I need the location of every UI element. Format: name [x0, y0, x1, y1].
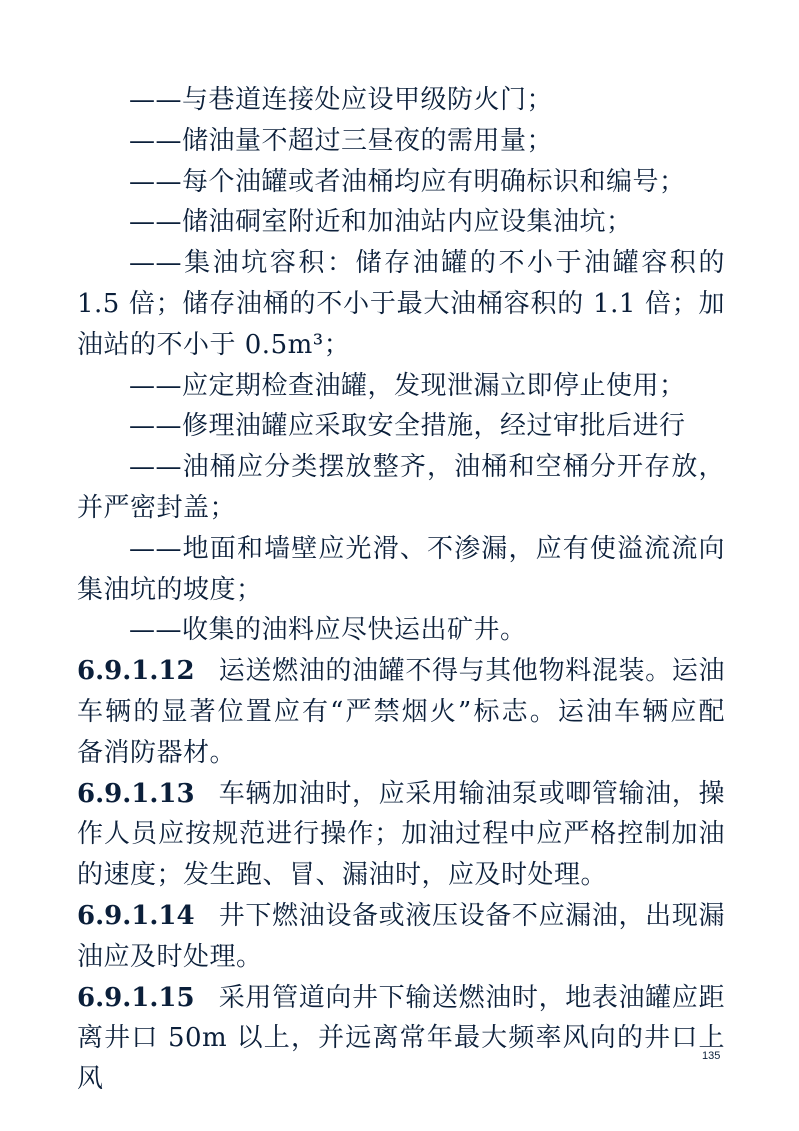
clause-6-9-1-13: [77, 774, 725, 815]
clause-6-9-1-14: [77, 896, 725, 937]
clause-text-line: 车辆的显著位置应有“严禁烟火”标志。运油车辆应配: [77, 696, 725, 727]
clause-text-line: 油应及时处理。: [77, 941, 263, 972]
list-item-continuation: 并严密封盖；: [77, 492, 237, 523]
clause-text: 运送燃油的油罐不得与其他物料混装。运油: [218, 656, 725, 687]
clause-number: 6.9.1.13: [77, 778, 195, 809]
list-item: ——与巷道连接处应设甲级防火门；: [129, 85, 554, 115]
clause-text-line: 离井口 50m 以上，并远离常年最大频率风向的井口上风: [77, 1023, 725, 1095]
clause-text: 采用管道向井下输送燃油时，地表油罐应距: [218, 982, 725, 1013]
list-item: ——储油量不超过三昼夜的需用量；: [129, 125, 554, 156]
list-item-continuation: 1.5 倍；储存油桶的不小于最大油桶容积的 1.1 倍；加: [77, 288, 725, 319]
clause-6-9-1-15: [77, 978, 725, 1019]
clause-6-9-1-12: [77, 651, 725, 692]
page-number: 135: [702, 1050, 721, 1062]
list-item-continuation: 油站的不小于 0.5m³；: [77, 329, 351, 360]
clause-number: 6.9.1.14: [77, 900, 195, 931]
list-item: ——应定期检查油罐，发现泄漏立即停止使用；: [129, 370, 686, 401]
clause-text-line: 的速度；发生跑、冒、漏油时，应及时处理。: [77, 860, 608, 891]
clause-text-line: 备消防器材。: [77, 737, 237, 768]
list-item: ——每个油罐或者油桶均应有明确标识和编号；: [129, 166, 686, 197]
list-item: ——地面和墙壁应光滑、不渗漏，应有使溢流流向: [129, 533, 725, 564]
clause-text: 井下燃油设备或液压设备不应漏油，出现漏: [218, 900, 725, 931]
document-body: [77, 80, 725, 1095]
list-item-continuation: 集油坑的坡度；: [77, 574, 263, 605]
list-item: ——储油硐室附近和加油站内应设集油坑；: [129, 207, 633, 238]
clause-text: 车辆加油时，应采用输油泵或唧管输油，操: [218, 778, 725, 809]
list-item: ——集油坑容积：储存油罐的不小于油罐容积的: [129, 248, 725, 279]
list-item: ——修理油罐应采取安全措施，经过审批后进行: [129, 411, 686, 442]
clause-number: 6.9.1.15: [77, 982, 195, 1013]
list-item: ——收集的油料应尽快运出矿井。: [129, 615, 527, 646]
clause-text-line: 作人员应按规范进行操作；加油过程中应严格控制加油: [77, 819, 725, 850]
list-item: ——油桶应分类摆放整齐，油桶和空桶分开存放，: [129, 452, 725, 483]
clause-number: 6.9.1.12: [77, 656, 195, 687]
